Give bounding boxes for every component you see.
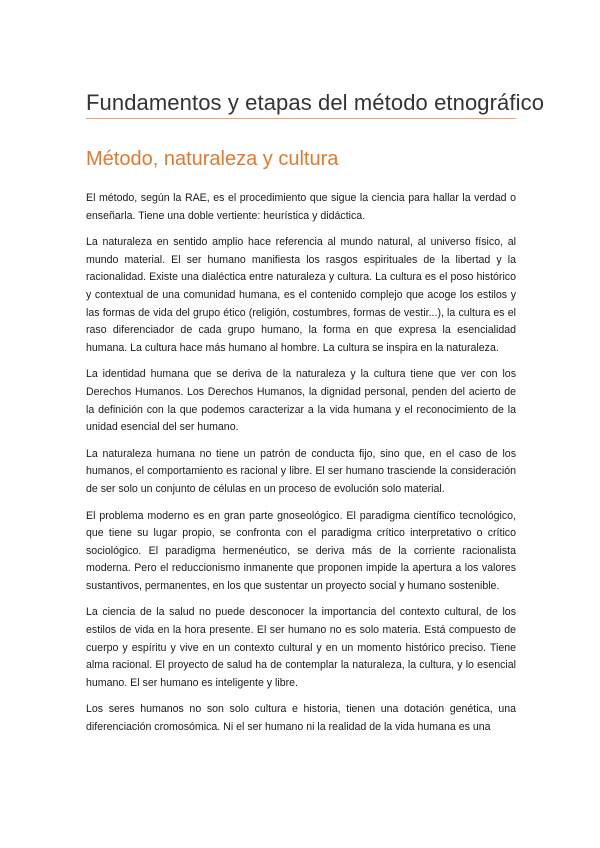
- paragraph: El problema moderno es en gran parte gnoseológico. El paradigma científico tecnológico, que tiene su lugar propio, se confronta con el paradigma crítico interpretativo o crítico sociológico. El paradigma hermenéutico, se deriva más de la corriente racionalista moderna. Pero el reduccionismo inmanente que proponen impide la apertura a los valores sustantivos, permanentes, en los que sustentar un proyecto social y humano sostenible.: [86, 509, 516, 592]
- section-heading: Método, naturaleza y cultura: [86, 148, 339, 170]
- paragraph: Los seres humanos no son solo cultura e historia, tienen una dotación genética, una diferenciación cromosómica. Ni el ser humano ni la realidad de la vida humana es una: [86, 703, 516, 734]
- paragraph: El método, según la RAE, es el procedimiento que sigue la ciencia para hallar la verdad o enseñarla. Tiene una doble vertiente: heurística y didáctica.: [86, 192, 516, 222]
- paragraph: La naturaleza humana no tiene un patrón de conducta fijo, sino que, en el caso de los humanos, el comportamiento es racional y libre. El ser humano trasciende la consideración de ser solo un conjunto de células en un proceso de evolución solo material.: [86, 447, 516, 495]
- document-title: Fundamentos y etapas del método etnográfico: [86, 90, 545, 115]
- paragraph: La identidad humana que se deriva de la naturaleza y la cultura tiene que ver con los Derechos Humanos. Los Derechos Humanos, la dignidad personal, penden del acierto de la definición con la que podemos caracterizar a la vida humana y el reconocimiento de la unidad esencial del ser humano.: [86, 368, 516, 434]
- paragraph: La naturaleza en sentido amplio hace referencia al mundo natural, al universo físico, al mundo material. El ser humano manifiesta los rasgos espirituales de la libertad y la racionalidad. Existe una dialéctica entre naturaleza y cultura. La cultura es el poso histórico y contextual de una comunidad humana, es el contenido complejo que acoge los estilos y las formas de vida del grupo ético (religión, costumbres, formas de vestir...), la cultura es el raso diferenciador de cada grupo humano, la forma en que expresa la esencialidad humana. La cultura hace más humano al hombre. La cultura se inspira en la naturaleza.: [86, 236, 516, 354]
- paragraph: La ciencia de la salud no puede desconocer la importancia del contexto cultural, de los estilos de vida en la hora presente. El ser humano no es solo materia. Está compuesto de cuerpo y espíritu y vive en un contexto cultural y en un momento histórico preciso. Tiene alma racional. El proyecto de salud ha de contemplar la naturaleza, la cultura, y lo esencial humano. El ser humano es inteligente y libre.: [86, 606, 516, 689]
- document-body: [86, 190, 516, 746]
- title-underline: [86, 118, 516, 119]
